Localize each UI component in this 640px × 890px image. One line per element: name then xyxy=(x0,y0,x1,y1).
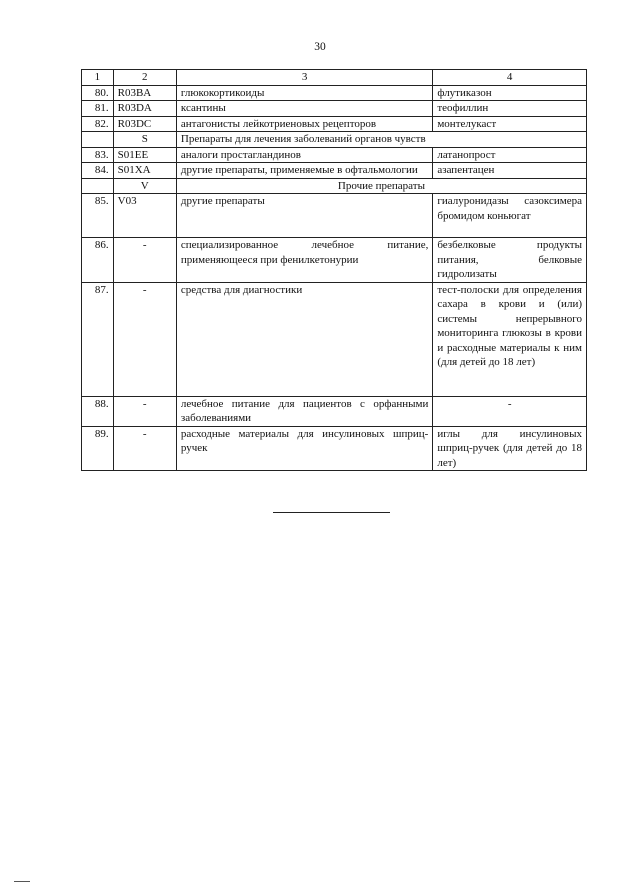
drug-name: иглы для инсулиновых шприц-ручек (для детей до 18 лет) xyxy=(433,426,587,471)
table-row xyxy=(82,396,587,426)
atc-code: - xyxy=(113,282,176,396)
row-number: 80. xyxy=(82,85,114,101)
drug-name: латанопрост xyxy=(433,147,587,163)
end-rule xyxy=(273,512,390,513)
drug-name: тест-полоски для определения сахара в крови и (или) системы непрерывного мониторинга глюкозы в крови и расходные материалы к ним (для детей до 18 лет) xyxy=(433,282,587,396)
table-row xyxy=(82,282,587,396)
table-row xyxy=(82,163,587,179)
row-number: 82. xyxy=(82,116,114,132)
drug-name: азапентацен xyxy=(433,163,587,179)
drug-group: лечебное питание для пациентов с орфанными заболеваниями xyxy=(176,396,432,426)
drug-group: другие препараты xyxy=(176,194,432,238)
table-header-row xyxy=(82,70,587,86)
atc-code: S01XA xyxy=(113,163,176,179)
section-row-s xyxy=(82,132,587,148)
row-number: 88. xyxy=(82,396,114,426)
drug-name: монтелукаст xyxy=(433,116,587,132)
atc-code: R03DC xyxy=(113,116,176,132)
drug-name: - xyxy=(433,396,587,426)
drug-group: глюкокортикоиды xyxy=(176,85,432,101)
table-row xyxy=(82,116,587,132)
row-number: 84. xyxy=(82,163,114,179)
section-title: Препараты для лечения заболеваний органов чувств xyxy=(176,132,586,148)
atc-code: R03DA xyxy=(113,101,176,117)
drug-name: безбелковые продукты питания, белковые гидролизаты xyxy=(433,238,587,283)
drug-group: антагонисты лейкотриеновых рецепторов xyxy=(176,116,432,132)
atc-code: R03BA xyxy=(113,85,176,101)
section-code: S xyxy=(113,132,176,148)
drug-group: специализированное лечебное питание, применяющееся при фенилкетонурии xyxy=(176,238,432,283)
atc-code: - xyxy=(113,238,176,283)
header-col-1: 1 xyxy=(82,70,114,86)
row-number: 83. xyxy=(82,147,114,163)
table-row xyxy=(82,85,587,101)
header-col-4: 4 xyxy=(433,70,587,86)
drug-group: ксантины xyxy=(176,101,432,117)
section-title: Прочие препараты xyxy=(176,178,586,194)
drug-name: гиалуронидазы сазоксимера бромидом коньюгат xyxy=(433,194,587,238)
drug-group: другие препараты, применяемые в офтальмологии xyxy=(176,163,432,179)
row-number: 81. xyxy=(82,101,114,117)
section-row-v xyxy=(82,178,587,194)
corner-mark xyxy=(14,881,30,882)
section-code: V xyxy=(113,178,176,194)
atc-code: S01EE xyxy=(113,147,176,163)
atc-code: V03 xyxy=(113,194,176,238)
table-row xyxy=(82,426,587,471)
row-number: 89. xyxy=(82,426,114,471)
table-row xyxy=(82,147,587,163)
header-col-3: 3 xyxy=(176,70,432,86)
atc-code: - xyxy=(113,396,176,426)
drug-group: средства для диагностики xyxy=(176,282,432,396)
drug-list-table xyxy=(81,69,587,471)
table-row xyxy=(82,238,587,283)
row-number: 87. xyxy=(82,282,114,396)
header-col-2: 2 xyxy=(113,70,176,86)
drug-name: флутиказон xyxy=(433,85,587,101)
table-row xyxy=(82,101,587,117)
row-number: 85. xyxy=(82,194,114,238)
page-number: 30 xyxy=(314,41,326,53)
table-row xyxy=(82,194,587,238)
drug-group: расходные материалы для инсулиновых шприц-ручек xyxy=(176,426,432,471)
drug-group: аналоги простагландинов xyxy=(176,147,432,163)
drug-name: теофиллин xyxy=(433,101,587,117)
atc-code: - xyxy=(113,426,176,471)
row-number: 86. xyxy=(82,238,114,283)
